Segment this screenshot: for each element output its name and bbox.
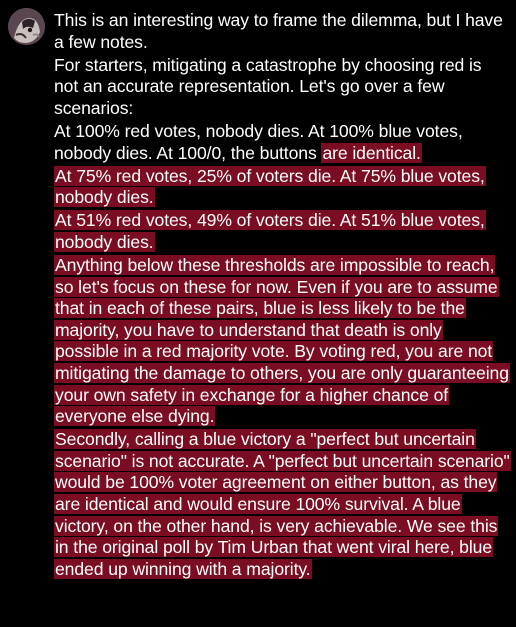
highlighted-text: are identical. xyxy=(322,142,421,163)
paragraph-text: For starters, mitigating a catastrophe by choosing red is not an accurate representation. Let's go over a few scenarios: xyxy=(54,54,482,118)
avatar[interactable] xyxy=(8,8,45,45)
highlighted-text: Anything below these thresholds are impossible to reach, so let's focus on these for now. Even if you are to assume that in each of these pairs, blue is less likely to be the majority, you have to understand that death is only possible in a red majority vote. By voting red, you are not mitigating the damage to others, you are only guaranteeing your own safety in exchange for a higher chance of everyone else dying. xyxy=(55,255,509,427)
highlighted-text: At 75% red votes, 25% of voters die. At 75% blue votes, nobody dies. xyxy=(55,165,485,208)
message-paragraph-5 xyxy=(54,210,510,253)
message-paragraph-3 xyxy=(54,121,510,164)
message-paragraph-6 xyxy=(54,255,510,428)
highlighted-text: Secondly, calling a blue victory a "perfect but uncertain scenario" is not accurate. A "perfect but uncertain scenario" would be 100% voter agreement on either button, as they are identical and would ensure 100% survival. A blue victory, on the other hand, is very achievable. We see this in the original poll by Tim Urban that went viral here, blue ended up winning with a majority. xyxy=(55,429,510,579)
message-paragraph-4 xyxy=(54,166,510,209)
avatar-image xyxy=(8,8,45,45)
message-paragraph-7 xyxy=(54,429,510,580)
highlighted-text: At 51% red votes, 49% of voters die. At 51% blue votes, nobody dies. xyxy=(55,210,485,252)
paragraph-text: At 100% red votes, nobody dies. At 100% blue votes, nobody dies. At 100/0, the buttons xyxy=(54,120,463,163)
paragraph-text: This is an interesting way to frame the dilemma, but I have a few notes. xyxy=(54,10,503,52)
message-paragraph-1 xyxy=(54,10,510,53)
message-body xyxy=(54,10,510,582)
message-paragraph-2 xyxy=(54,55,510,120)
